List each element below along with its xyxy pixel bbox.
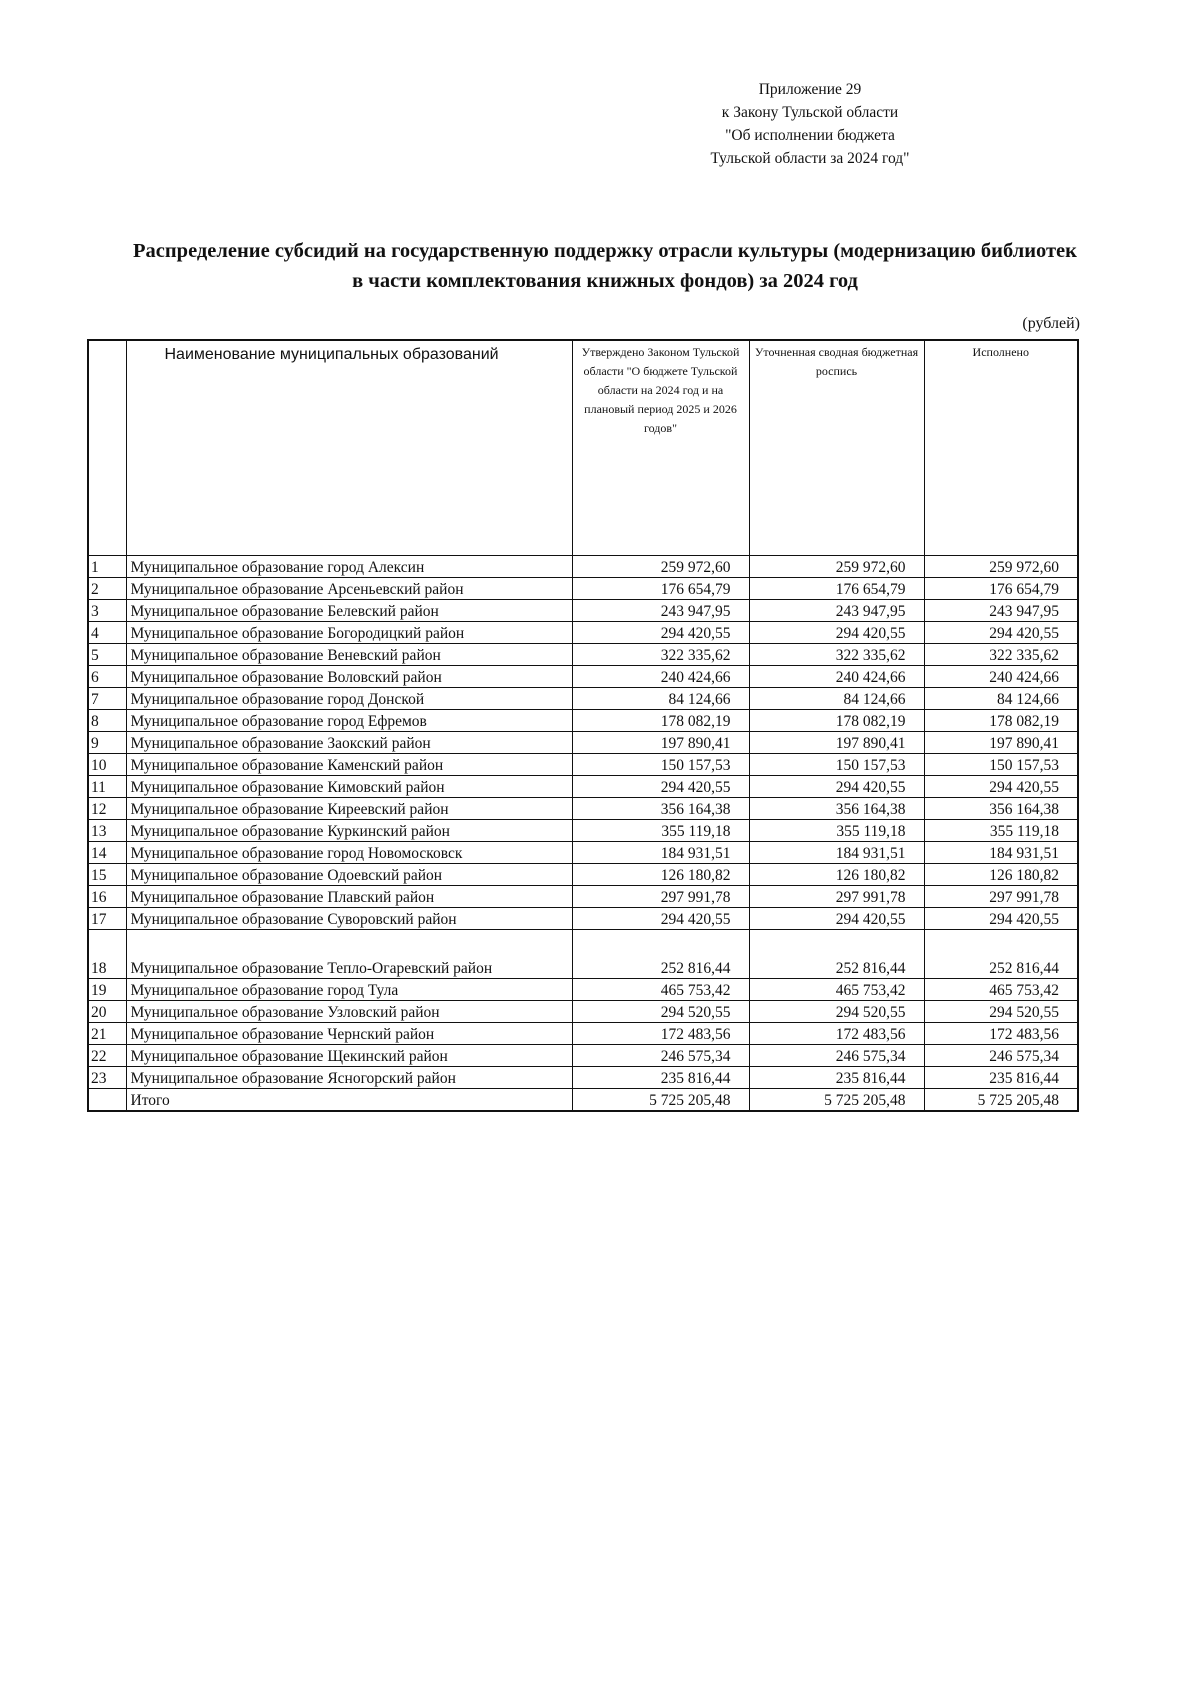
row-executed: 465 753,42 — [924, 979, 1078, 1001]
row-refined: 246 575,34 — [749, 1045, 924, 1067]
title-line: Распределение субсидий на государственную поддержку отрасли культуры (модернизацию библиотек — [133, 240, 1077, 262]
row-executed: 297 991,78 — [924, 886, 1078, 908]
subsidy-table — [87, 339, 1079, 1112]
row-refined: 150 157,53 — [749, 754, 924, 776]
row-approved: 197 890,41 — [572, 732, 749, 754]
row-executed: 150 157,53 — [924, 754, 1078, 776]
row-index: 21 — [88, 1023, 126, 1045]
row-name: Муниципальное образование город Тула — [126, 979, 572, 1001]
row-approved: 184 931,51 — [572, 842, 749, 864]
row-refined: 294 520,55 — [749, 1001, 924, 1023]
table-row — [88, 732, 1078, 754]
title-line: в части комплектования книжных фондов) за 2024 год — [352, 270, 858, 292]
row-name: Муниципальное образование Щекинский район — [126, 1045, 572, 1067]
row-executed: 294 420,55 — [924, 776, 1078, 798]
row-index: 2 — [88, 578, 126, 600]
table-row — [88, 556, 1078, 578]
table-row — [88, 820, 1078, 842]
row-index: 9 — [88, 732, 126, 754]
row-name: Муниципальное образование город Новомосковск — [126, 842, 572, 864]
row-approved: 356 164,38 — [572, 798, 749, 820]
row-index: 14 — [88, 842, 126, 864]
row-index: 8 — [88, 710, 126, 732]
row-refined: 252 816,44 — [749, 930, 924, 979]
row-executed: 356 164,38 — [924, 798, 1078, 820]
table-row — [88, 798, 1078, 820]
header-index-cell — [88, 340, 126, 556]
row-executed: 172 483,56 — [924, 1023, 1078, 1045]
row-executed: 84 124,66 — [924, 688, 1078, 710]
table-row — [88, 578, 1078, 600]
row-approved: 294 420,55 — [572, 908, 749, 930]
table-row — [88, 600, 1078, 622]
row-index: 13 — [88, 820, 126, 842]
units-label: (рублей) — [1022, 315, 1080, 332]
row-refined: 178 082,19 — [749, 710, 924, 732]
row-executed: 259 972,60 — [924, 556, 1078, 578]
row-refined: 322 335,62 — [749, 644, 924, 666]
row-name: Муниципальное образование Суворовский район — [126, 908, 572, 930]
row-refined: 294 420,55 — [749, 908, 924, 930]
row-refined: 297 991,78 — [749, 886, 924, 908]
row-executed: 322 335,62 — [924, 644, 1078, 666]
row-name: Муниципальное образование Куркинский район — [126, 820, 572, 842]
row-refined: 294 420,55 — [749, 622, 924, 644]
row-refined: 240 424,66 — [749, 666, 924, 688]
table-row — [88, 1001, 1078, 1023]
row-index: 23 — [88, 1067, 126, 1089]
row-name: Муниципальное образование Арсеньевский район — [126, 578, 572, 600]
total-approved: 5 725 205,48 — [572, 1089, 749, 1112]
header-refined: Уточненная сводная бюджетная роспись — [749, 340, 924, 556]
appendix-line: Приложение 29 — [758, 81, 862, 98]
row-approved: 176 654,79 — [572, 578, 749, 600]
table-row — [88, 622, 1078, 644]
row-executed: 235 816,44 — [924, 1067, 1078, 1089]
row-refined: 243 947,95 — [749, 600, 924, 622]
row-executed: 197 890,41 — [924, 732, 1078, 754]
row-name: Муниципальное образование Ясногорский район — [126, 1067, 572, 1089]
total-index — [88, 1089, 126, 1112]
table-row — [88, 1067, 1078, 1089]
document-title — [60, 236, 1150, 296]
row-approved: 246 575,34 — [572, 1045, 749, 1067]
row-approved: 259 972,60 — [572, 556, 749, 578]
row-approved: 294 420,55 — [572, 776, 749, 798]
row-index: 5 — [88, 644, 126, 666]
row-index: 11 — [88, 776, 126, 798]
row-index: 6 — [88, 666, 126, 688]
total-executed: 5 725 205,48 — [924, 1089, 1078, 1112]
total-refined: 5 725 205,48 — [749, 1089, 924, 1112]
row-name: Муниципальное образование Каменский район — [126, 754, 572, 776]
row-refined: 172 483,56 — [749, 1023, 924, 1045]
row-name: Муниципальное образование Веневский район — [126, 644, 572, 666]
row-approved: 297 991,78 — [572, 886, 749, 908]
row-approved: 355 119,18 — [572, 820, 749, 842]
header-name: Наименование муниципальных образований — [126, 340, 572, 556]
row-name: Муниципальное образование Тепло-Огаревский район — [126, 930, 572, 979]
row-index: 15 — [88, 864, 126, 886]
row-refined: 176 654,79 — [749, 578, 924, 600]
row-name: Муниципальное образование Чернский район — [126, 1023, 572, 1045]
table-row — [88, 864, 1078, 886]
row-approved: 465 753,42 — [572, 979, 749, 1001]
total-row — [88, 1089, 1078, 1112]
row-name: Муниципальное образование Богородицкий район — [126, 622, 572, 644]
row-executed: 294 420,55 — [924, 622, 1078, 644]
table-row — [88, 754, 1078, 776]
row-refined: 465 753,42 — [749, 979, 924, 1001]
row-name: Муниципальное образование Узловский район — [126, 1001, 572, 1023]
row-refined: 184 931,51 — [749, 842, 924, 864]
row-refined: 259 972,60 — [749, 556, 924, 578]
table-row — [88, 1023, 1078, 1045]
table-row — [88, 666, 1078, 688]
row-approved: 322 335,62 — [572, 644, 749, 666]
row-executed: 240 424,66 — [924, 666, 1078, 688]
row-executed: 294 520,55 — [924, 1001, 1078, 1023]
table-row — [88, 1045, 1078, 1067]
row-approved: 252 816,44 — [572, 930, 749, 979]
row-index: 22 — [88, 1045, 126, 1067]
row-approved: 84 124,66 — [572, 688, 749, 710]
table-row — [88, 908, 1078, 930]
row-refined: 355 119,18 — [749, 820, 924, 842]
row-index: 16 — [88, 886, 126, 908]
table-header-row — [88, 340, 1078, 556]
row-approved: 126 180,82 — [572, 864, 749, 886]
row-executed: 243 947,95 — [924, 600, 1078, 622]
row-executed: 355 119,18 — [924, 820, 1078, 842]
row-approved: 294 520,55 — [572, 1001, 749, 1023]
table-row — [88, 842, 1078, 864]
table-row — [88, 644, 1078, 666]
row-index: 7 — [88, 688, 126, 710]
table-row — [88, 776, 1078, 798]
row-executed: 252 816,44 — [924, 930, 1078, 979]
row-index: 12 — [88, 798, 126, 820]
row-index: 17 — [88, 908, 126, 930]
table-row — [88, 710, 1078, 732]
row-executed: 294 420,55 — [924, 908, 1078, 930]
appendix-line: "Об исполнении бюджета — [725, 127, 895, 144]
row-approved: 235 816,44 — [572, 1067, 749, 1089]
row-approved: 243 947,95 — [572, 600, 749, 622]
row-index: 19 — [88, 979, 126, 1001]
row-index: 3 — [88, 600, 126, 622]
appendix-line: к Закону Тульской области — [721, 104, 899, 121]
row-name: Муниципальное образование Воловский район — [126, 666, 572, 688]
row-executed: 178 082,19 — [924, 710, 1078, 732]
row-index: 10 — [88, 754, 126, 776]
row-name: Муниципальное образование Кимовский район — [126, 776, 572, 798]
appendix-line: Тульской области за 2024 год" — [710, 150, 910, 167]
row-refined: 197 890,41 — [749, 732, 924, 754]
row-approved: 178 082,19 — [572, 710, 749, 732]
row-index: 20 — [88, 1001, 126, 1023]
row-name: Муниципальное образование город Ефремов — [126, 710, 572, 732]
header-executed: Исполнено — [924, 340, 1078, 556]
row-name: Муниципальное образование Плавский район — [126, 886, 572, 908]
row-executed: 176 654,79 — [924, 578, 1078, 600]
row-index: 4 — [88, 622, 126, 644]
row-approved: 294 420,55 — [572, 622, 749, 644]
row-executed: 126 180,82 — [924, 864, 1078, 886]
row-refined: 126 180,82 — [749, 864, 924, 886]
row-refined: 235 816,44 — [749, 1067, 924, 1089]
row-executed: 184 931,51 — [924, 842, 1078, 864]
row-name: Муниципальное образование Белевский район — [126, 600, 572, 622]
table-row — [88, 886, 1078, 908]
table-row — [88, 930, 1078, 979]
row-name: Муниципальное образование Киреевский район — [126, 798, 572, 820]
row-name: Муниципальное образование город Донской — [126, 688, 572, 710]
row-approved: 150 157,53 — [572, 754, 749, 776]
row-index: 1 — [88, 556, 126, 578]
row-approved: 240 424,66 — [572, 666, 749, 688]
total-label: Итого — [126, 1089, 572, 1112]
row-refined: 84 124,66 — [749, 688, 924, 710]
table-row — [88, 688, 1078, 710]
row-name: Муниципальное образование город Алексин — [126, 556, 572, 578]
row-refined: 294 420,55 — [749, 776, 924, 798]
header-approved: Утверждено Законом Тульской области "О бюджете Тульской области на 2024 год и на плановый период 2025 и 2026 годов" — [572, 340, 749, 556]
row-executed: 246 575,34 — [924, 1045, 1078, 1067]
table-row — [88, 979, 1078, 1001]
row-name: Муниципальное образование Заокский район — [126, 732, 572, 754]
row-name: Муниципальное образование Одоевский район — [126, 864, 572, 886]
row-approved: 172 483,56 — [572, 1023, 749, 1045]
row-refined: 356 164,38 — [749, 798, 924, 820]
row-index: 18 — [88, 930, 126, 979]
appendix-note — [660, 78, 960, 170]
